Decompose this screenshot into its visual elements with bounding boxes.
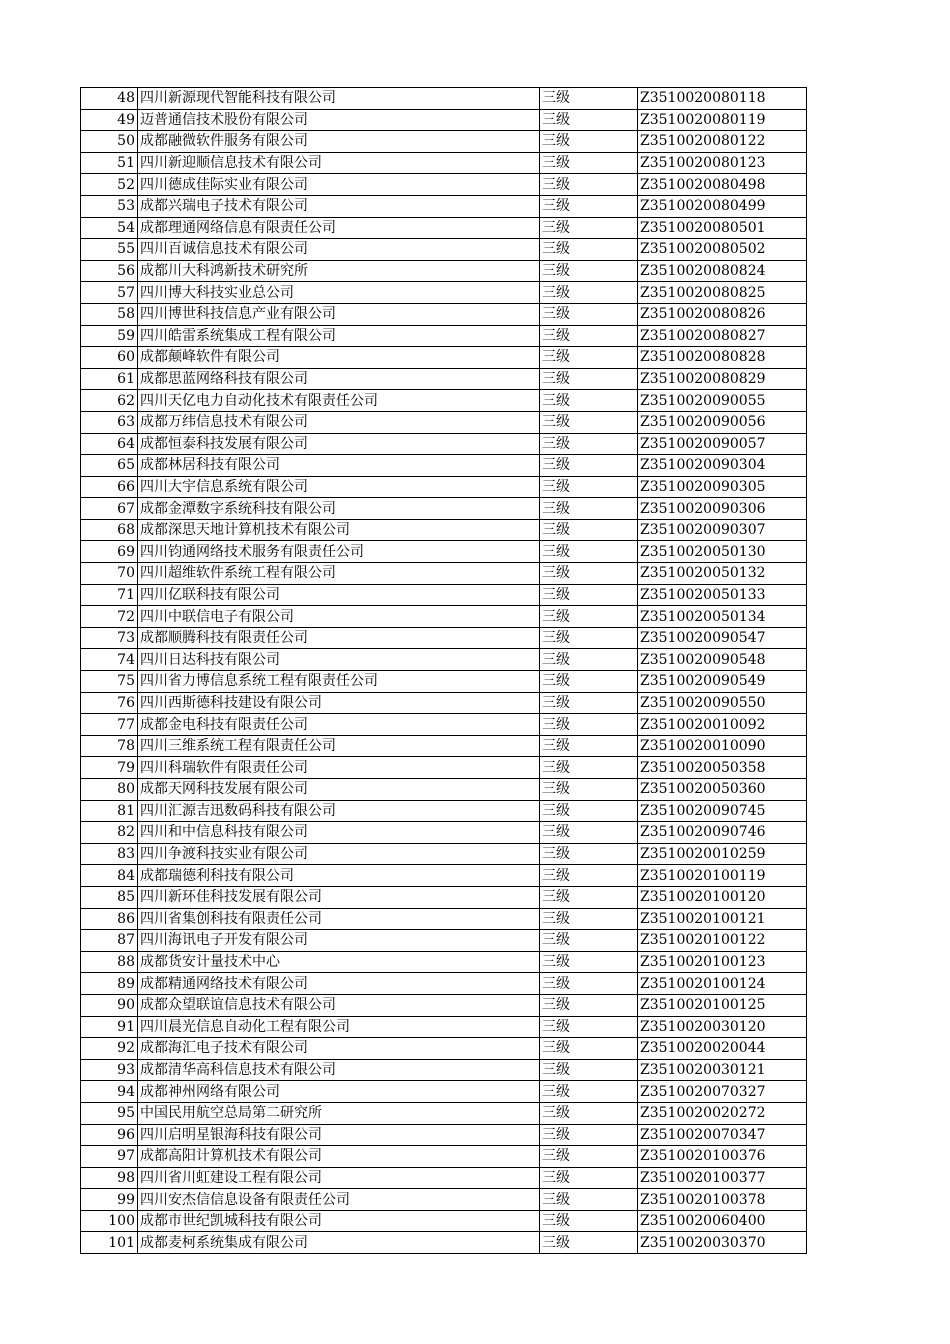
row-number-cell[interactable]: 87 <box>81 930 138 952</box>
level-cell[interactable]: 三级 <box>540 1189 638 1211</box>
certificate-number-cell[interactable]: Z3510020080118 <box>638 88 807 110</box>
level-cell[interactable]: 三级 <box>540 541 638 563</box>
table-row <box>81 476 807 498</box>
company-name-cell[interactable]: 成都金电科技有限责任公司 <box>138 714 540 736</box>
company-name-cell[interactable]: 成都市世纪凯城科技有限公司 <box>138 1210 540 1232</box>
table-row <box>81 886 807 908</box>
company-name-cell[interactable]: 成都金潭数字系统科技有限公司 <box>138 498 540 520</box>
company-name-cell[interactable]: 四川博世科技信息产业有限公司 <box>138 303 540 325</box>
level-cell[interactable]: 三级 <box>540 1146 638 1168</box>
company-name-cell[interactable]: 四川超维软件系统工程有限公司 <box>138 563 540 585</box>
row-number-cell[interactable]: 88 <box>81 951 138 973</box>
company-name-cell[interactable]: 成都高阳计算机技术有限公司 <box>138 1146 540 1168</box>
row-number-cell[interactable]: 93 <box>81 1059 138 1081</box>
company-name-cell[interactable]: 成都林居科技有限公司 <box>138 455 540 477</box>
row-number-cell[interactable]: 54 <box>81 217 138 239</box>
row-number-cell[interactable]: 95 <box>81 1102 138 1124</box>
certificate-number-cell[interactable]: Z3510020010259 <box>638 843 807 865</box>
level-cell[interactable]: 三级 <box>540 951 638 973</box>
level-cell[interactable]: 三级 <box>540 994 638 1016</box>
row-number-cell[interactable]: 76 <box>81 692 138 714</box>
row-number-cell[interactable]: 77 <box>81 714 138 736</box>
certificate-number-cell[interactable]: Z3510020080826 <box>638 303 807 325</box>
level-cell[interactable]: 三级 <box>540 584 638 606</box>
level-cell[interactable]: 三级 <box>540 714 638 736</box>
certificate-number-cell[interactable]: Z3510020090056 <box>638 411 807 433</box>
level-cell[interactable]: 三级 <box>540 152 638 174</box>
company-name-cell[interactable]: 四川科瑞软件有限责任公司 <box>138 757 540 779</box>
level-cell[interactable]: 三级 <box>540 627 638 649</box>
certificate-number-cell[interactable]: Z3510020080119 <box>638 109 807 131</box>
certificate-number-cell[interactable]: Z3510020090304 <box>638 455 807 477</box>
company-name-cell[interactable]: 四川争渡科技实业有限公司 <box>138 843 540 865</box>
certificate-number-cell[interactable]: Z3510020090055 <box>638 390 807 412</box>
company-name-cell[interactable]: 成都兴瑞电子技术有限公司 <box>138 195 540 217</box>
level-cell[interactable]: 三级 <box>540 649 638 671</box>
company-name-cell[interactable]: 四川新迎顺信息技术有限公司 <box>138 152 540 174</box>
qualification-table-body <box>81 88 807 1254</box>
row-number-cell[interactable]: 49 <box>81 109 138 131</box>
level-cell[interactable]: 三级 <box>540 239 638 261</box>
level-cell[interactable]: 三级 <box>540 606 638 628</box>
row-number-cell[interactable]: 58 <box>81 303 138 325</box>
row-number-cell[interactable]: 53 <box>81 195 138 217</box>
company-name-cell[interactable]: 四川中联信电子有限公司 <box>138 606 540 628</box>
table-row <box>81 800 807 822</box>
level-cell[interactable]: 三级 <box>540 217 638 239</box>
level-cell[interactable]: 三级 <box>540 325 638 347</box>
row-number-cell[interactable]: 59 <box>81 325 138 347</box>
table-row <box>81 303 807 325</box>
row-number-cell[interactable]: 79 <box>81 757 138 779</box>
table-row <box>81 325 807 347</box>
table-row <box>81 951 807 973</box>
certificate-number-cell[interactable]: Z3510020100378 <box>638 1189 807 1211</box>
level-cell[interactable]: 三级 <box>540 1167 638 1189</box>
row-number-cell[interactable]: 80 <box>81 779 138 801</box>
certificate-number-cell[interactable]: Z3510020080829 <box>638 368 807 390</box>
certificate-number-cell[interactable]: Z3510020080123 <box>638 152 807 174</box>
row-number-cell[interactable]: 48 <box>81 88 138 110</box>
certificate-number-cell[interactable]: Z3510020010090 <box>638 735 807 757</box>
certificate-number-cell[interactable]: Z3510020080499 <box>638 195 807 217</box>
level-cell[interactable]: 三级 <box>540 1081 638 1103</box>
table-row <box>81 455 807 477</box>
table-row <box>81 498 807 520</box>
company-name-cell[interactable]: 四川海讯电子开发有限公司 <box>138 930 540 952</box>
row-number-cell[interactable]: 74 <box>81 649 138 671</box>
row-number-cell[interactable]: 68 <box>81 519 138 541</box>
company-name-cell[interactable]: 成都理通网络信息有限责任公司 <box>138 217 540 239</box>
row-number-cell[interactable]: 62 <box>81 390 138 412</box>
level-cell[interactable]: 三级 <box>540 757 638 779</box>
certificate-number-cell[interactable]: Z3510020020044 <box>638 1038 807 1060</box>
row-number-cell[interactable]: 66 <box>81 476 138 498</box>
company-name-cell[interactable]: 四川省川虹建设工程有限公司 <box>138 1167 540 1189</box>
table-row <box>81 368 807 390</box>
certificate-number-cell[interactable]: Z3510020030120 <box>638 1016 807 1038</box>
table-row <box>81 843 807 865</box>
row-number-cell[interactable]: 101 <box>81 1232 138 1254</box>
table-row <box>81 584 807 606</box>
table-row <box>81 714 807 736</box>
level-cell[interactable]: 三级 <box>540 563 638 585</box>
level-cell[interactable]: 三级 <box>540 195 638 217</box>
table-row <box>81 1102 807 1124</box>
level-cell[interactable]: 三级 <box>540 131 638 153</box>
table-row <box>81 757 807 779</box>
row-number-cell[interactable]: 99 <box>81 1189 138 1211</box>
certificate-number-cell[interactable]: Z3510020080122 <box>638 131 807 153</box>
company-name-cell[interactable]: 四川日达科技有限公司 <box>138 649 540 671</box>
level-cell[interactable]: 三级 <box>540 476 638 498</box>
table-row <box>81 347 807 369</box>
company-name-cell[interactable]: 中国民用航空总局第二研究所 <box>138 1102 540 1124</box>
table-row <box>81 541 807 563</box>
certificate-number-cell[interactable]: Z3510020050134 <box>638 606 807 628</box>
certificate-number-cell[interactable]: Z3510020100124 <box>638 973 807 995</box>
table-row <box>81 1146 807 1168</box>
table-row <box>81 1167 807 1189</box>
table-row <box>81 649 807 671</box>
certificate-number-cell[interactable]: Z3510020050130 <box>638 541 807 563</box>
certificate-number-cell[interactable]: Z3510020050358 <box>638 757 807 779</box>
company-name-cell[interactable]: 四川新源现代智能科技有限公司 <box>138 88 540 110</box>
row-number-cell[interactable]: 92 <box>81 1038 138 1060</box>
company-name-cell[interactable]: 四川启明星银海科技有限公司 <box>138 1124 540 1146</box>
level-cell[interactable]: 三级 <box>540 260 638 282</box>
table-row <box>81 973 807 995</box>
certificate-number-cell[interactable]: Z3510020100121 <box>638 908 807 930</box>
table-row <box>81 1210 807 1232</box>
certificate-number-cell[interactable]: Z3510020090745 <box>638 800 807 822</box>
table-row <box>81 88 807 110</box>
level-cell[interactable]: 三级 <box>540 671 638 693</box>
level-cell[interactable]: 三级 <box>540 843 638 865</box>
table-row <box>81 563 807 585</box>
company-name-cell[interactable]: 四川天亿电力自动化技术有限责任公司 <box>138 390 540 412</box>
row-number-cell[interactable]: 60 <box>81 347 138 369</box>
table-row <box>81 282 807 304</box>
company-name-cell[interactable]: 迈普通信技术股份有限公司 <box>138 109 540 131</box>
level-cell[interactable]: 三级 <box>540 908 638 930</box>
level-cell[interactable]: 三级 <box>540 282 638 304</box>
table-row <box>81 865 807 887</box>
level-cell[interactable]: 三级 <box>540 390 638 412</box>
row-number-cell[interactable]: 63 <box>81 411 138 433</box>
certificate-number-cell[interactable]: Z3510020030370 <box>638 1232 807 1254</box>
row-number-cell[interactable]: 75 <box>81 671 138 693</box>
level-cell[interactable]: 三级 <box>540 303 638 325</box>
table-row <box>81 390 807 412</box>
row-number-cell[interactable]: 86 <box>81 908 138 930</box>
certificate-number-cell[interactable]: Z3510020090057 <box>638 433 807 455</box>
certificate-number-cell[interactable]: Z3510020070327 <box>638 1081 807 1103</box>
company-name-cell[interactable]: 四川和中信息科技有限公司 <box>138 822 540 844</box>
level-cell[interactable]: 三级 <box>540 800 638 822</box>
row-number-cell[interactable]: 97 <box>81 1146 138 1168</box>
company-name-cell[interactable]: 四川西斯德科技建设有限公司 <box>138 692 540 714</box>
company-name-cell[interactable]: 四川皓雷系统集成工程有限公司 <box>138 325 540 347</box>
certificate-number-cell[interactable]: Z3510020050132 <box>638 563 807 585</box>
table-row <box>81 519 807 541</box>
table-row <box>81 606 807 628</box>
table-row <box>81 692 807 714</box>
level-cell[interactable]: 三级 <box>540 735 638 757</box>
company-name-cell[interactable]: 四川省集创科技有限责任公司 <box>138 908 540 930</box>
certificate-number-cell[interactable]: Z3510020090746 <box>638 822 807 844</box>
table-row <box>81 1059 807 1081</box>
row-number-cell[interactable]: 51 <box>81 152 138 174</box>
certificate-number-cell[interactable]: Z3510020100122 <box>638 930 807 952</box>
row-number-cell[interactable]: 81 <box>81 800 138 822</box>
table-row <box>81 1232 807 1254</box>
company-name-cell[interactable]: 四川新环佳科技发展有限公司 <box>138 886 540 908</box>
company-name-cell[interactable]: 成都深思天地计算机技术有限公司 <box>138 519 540 541</box>
company-name-cell[interactable]: 成都川大科鸿新技术研究所 <box>138 260 540 282</box>
table-row <box>81 433 807 455</box>
level-cell[interactable]: 三级 <box>540 455 638 477</box>
row-number-cell[interactable]: 61 <box>81 368 138 390</box>
certificate-number-cell[interactable]: Z3510020080501 <box>638 217 807 239</box>
row-number-cell[interactable]: 90 <box>81 994 138 1016</box>
company-name-cell[interactable]: 成都恒泰科技发展有限公司 <box>138 433 540 455</box>
table-row <box>81 1081 807 1103</box>
row-number-cell[interactable]: 94 <box>81 1081 138 1103</box>
row-number-cell[interactable]: 72 <box>81 606 138 628</box>
table-row <box>81 822 807 844</box>
level-cell[interactable]: 三级 <box>540 1124 638 1146</box>
company-name-cell[interactable]: 四川晨光信息自动化工程有限公司 <box>138 1016 540 1038</box>
table-row <box>81 260 807 282</box>
table-row <box>81 779 807 801</box>
row-number-cell[interactable]: 65 <box>81 455 138 477</box>
company-name-cell[interactable]: 四川钧通网络技术服务有限责任公司 <box>138 541 540 563</box>
company-name-cell[interactable]: 四川亿联科技有限公司 <box>138 584 540 606</box>
certificate-number-cell[interactable]: Z3510020010092 <box>638 714 807 736</box>
level-cell[interactable]: 三级 <box>540 433 638 455</box>
certificate-number-cell[interactable]: Z3510020080502 <box>638 239 807 261</box>
level-cell[interactable]: 三级 <box>540 1059 638 1081</box>
row-number-cell[interactable]: 82 <box>81 822 138 844</box>
certificate-number-cell[interactable]: Z3510020080828 <box>638 347 807 369</box>
row-number-cell[interactable]: 78 <box>81 735 138 757</box>
row-number-cell[interactable]: 50 <box>81 131 138 153</box>
table-row <box>81 1124 807 1146</box>
table-row <box>81 627 807 649</box>
level-cell[interactable]: 三级 <box>540 88 638 110</box>
row-number-cell[interactable]: 85 <box>81 886 138 908</box>
certificate-number-cell[interactable]: Z3510020100123 <box>638 951 807 973</box>
table-row <box>81 152 807 174</box>
table-row <box>81 994 807 1016</box>
certificate-number-cell[interactable]: Z3510020080824 <box>638 260 807 282</box>
certificate-number-cell[interactable]: Z3510020070347 <box>638 1124 807 1146</box>
company-name-cell[interactable]: 四川德成佳际实业有限公司 <box>138 174 540 196</box>
row-number-cell[interactable]: 67 <box>81 498 138 520</box>
table-row <box>81 735 807 757</box>
level-cell[interactable]: 三级 <box>540 519 638 541</box>
table-row <box>81 930 807 952</box>
row-number-cell[interactable]: 84 <box>81 865 138 887</box>
certificate-number-cell[interactable]: Z3510020080827 <box>638 325 807 347</box>
certificate-number-cell[interactable]: Z3510020090550 <box>638 692 807 714</box>
level-cell[interactable]: 三级 <box>540 411 638 433</box>
company-name-cell[interactable]: 成都万纬信息技术有限公司 <box>138 411 540 433</box>
certificate-number-cell[interactable]: Z3510020100377 <box>638 1167 807 1189</box>
level-cell[interactable]: 三级 <box>540 886 638 908</box>
certificate-number-cell[interactable]: Z3510020100125 <box>638 994 807 1016</box>
company-name-cell[interactable]: 成都融微软件服务有限公司 <box>138 131 540 153</box>
company-name-cell[interactable]: 四川大宇信息系统有限公司 <box>138 476 540 498</box>
level-cell[interactable]: 三级 <box>540 692 638 714</box>
company-name-cell[interactable]: 成都麦柯系统集成有限公司 <box>138 1232 540 1254</box>
row-number-cell[interactable]: 73 <box>81 627 138 649</box>
table-row <box>81 411 807 433</box>
certificate-number-cell[interactable]: Z3510020030121 <box>638 1059 807 1081</box>
table-row <box>81 1038 807 1060</box>
table-row <box>81 131 807 153</box>
certificate-number-cell[interactable]: Z3510020050360 <box>638 779 807 801</box>
level-cell[interactable]: 三级 <box>540 822 638 844</box>
company-name-cell[interactable]: 成都神州网络有限公司 <box>138 1081 540 1103</box>
level-cell[interactable]: 三级 <box>540 779 638 801</box>
company-name-cell[interactable]: 成都顺腾科技有限责任公司 <box>138 627 540 649</box>
level-cell[interactable]: 三级 <box>540 1038 638 1060</box>
row-number-cell[interactable]: 71 <box>81 584 138 606</box>
certificate-number-cell[interactable]: Z3510020090548 <box>638 649 807 671</box>
table-row <box>81 239 807 261</box>
row-number-cell[interactable]: 98 <box>81 1167 138 1189</box>
company-name-cell[interactable]: 四川博大科技实业总公司 <box>138 282 540 304</box>
level-cell[interactable]: 三级 <box>540 1016 638 1038</box>
certificate-number-cell[interactable]: Z3510020100376 <box>638 1146 807 1168</box>
row-number-cell[interactable]: 55 <box>81 239 138 261</box>
level-cell[interactable]: 三级 <box>540 347 638 369</box>
company-name-cell[interactable]: 成都天网科技发展有限公司 <box>138 779 540 801</box>
certificate-number-cell[interactable]: Z3510020090306 <box>638 498 807 520</box>
table-row <box>81 908 807 930</box>
company-name-cell[interactable]: 成都清华高科信息技术有限公司 <box>138 1059 540 1081</box>
level-cell[interactable]: 三级 <box>540 109 638 131</box>
company-name-cell[interactable]: 成都瑞德利科技有限公司 <box>138 865 540 887</box>
company-name-cell[interactable]: 成都思蓝网络科技有限公司 <box>138 368 540 390</box>
table-row <box>81 195 807 217</box>
row-number-cell[interactable]: 100 <box>81 1210 138 1232</box>
table-row <box>81 1016 807 1038</box>
certificate-number-cell[interactable]: Z3510020080825 <box>638 282 807 304</box>
certificate-number-cell[interactable]: Z3510020090549 <box>638 671 807 693</box>
level-cell[interactable]: 三级 <box>540 865 638 887</box>
company-name-cell[interactable]: 四川三维系统工程有限责任公司 <box>138 735 540 757</box>
certificate-number-cell[interactable]: Z3510020080498 <box>638 174 807 196</box>
row-number-cell[interactable]: 57 <box>81 282 138 304</box>
level-cell[interactable]: 三级 <box>540 368 638 390</box>
row-number-cell[interactable]: 52 <box>81 174 138 196</box>
company-name-cell[interactable]: 成都海汇电子技术有限公司 <box>138 1038 540 1060</box>
certificate-number-cell[interactable]: Z3510020090307 <box>638 519 807 541</box>
row-number-cell[interactable]: 64 <box>81 433 138 455</box>
table-row <box>81 109 807 131</box>
level-cell[interactable]: 三级 <box>540 973 638 995</box>
table-row <box>81 217 807 239</box>
level-cell[interactable]: 三级 <box>540 1232 638 1254</box>
company-name-cell[interactable]: 成都精通网络技术有限公司 <box>138 973 540 995</box>
table-row <box>81 671 807 693</box>
company-name-cell[interactable]: 四川百诚信息技术有限公司 <box>138 239 540 261</box>
row-number-cell[interactable]: 89 <box>81 973 138 995</box>
company-name-cell[interactable]: 四川安杰信信息设备有限责任公司 <box>138 1189 540 1211</box>
certificate-number-cell[interactable]: Z3510020020272 <box>638 1102 807 1124</box>
certificate-number-cell[interactable]: Z3510020100120 <box>638 886 807 908</box>
company-name-cell[interactable]: 四川省力博信息系统工程有限责任公司 <box>138 671 540 693</box>
company-name-cell[interactable]: 成都货安计量技术中心 <box>138 951 540 973</box>
row-number-cell[interactable]: 83 <box>81 843 138 865</box>
table-row <box>81 174 807 196</box>
row-number-cell[interactable]: 91 <box>81 1016 138 1038</box>
company-name-cell[interactable]: 成都众望联谊信息技术有限公司 <box>138 994 540 1016</box>
company-name-cell[interactable]: 四川汇源吉迅数码科技有限公司 <box>138 800 540 822</box>
level-cell[interactable]: 三级 <box>540 498 638 520</box>
table-row <box>81 1189 807 1211</box>
level-cell[interactable]: 三级 <box>540 174 638 196</box>
level-cell[interactable]: 三级 <box>540 1102 638 1124</box>
level-cell[interactable]: 三级 <box>540 1210 638 1232</box>
certificate-number-cell[interactable]: Z3510020050133 <box>638 584 807 606</box>
certificate-number-cell[interactable]: Z3510020090547 <box>638 627 807 649</box>
certificate-number-cell[interactable]: Z3510020090305 <box>638 476 807 498</box>
company-name-cell[interactable]: 成都颠峰软件有限公司 <box>138 347 540 369</box>
level-cell[interactable]: 三级 <box>540 930 638 952</box>
certificate-number-cell[interactable]: Z3510020100119 <box>638 865 807 887</box>
row-number-cell[interactable]: 69 <box>81 541 138 563</box>
row-number-cell[interactable]: 70 <box>81 563 138 585</box>
row-number-cell[interactable]: 56 <box>81 260 138 282</box>
row-number-cell[interactable]: 96 <box>81 1124 138 1146</box>
qualification-table <box>80 87 807 1254</box>
certificate-number-cell[interactable]: Z3510020060400 <box>638 1210 807 1232</box>
